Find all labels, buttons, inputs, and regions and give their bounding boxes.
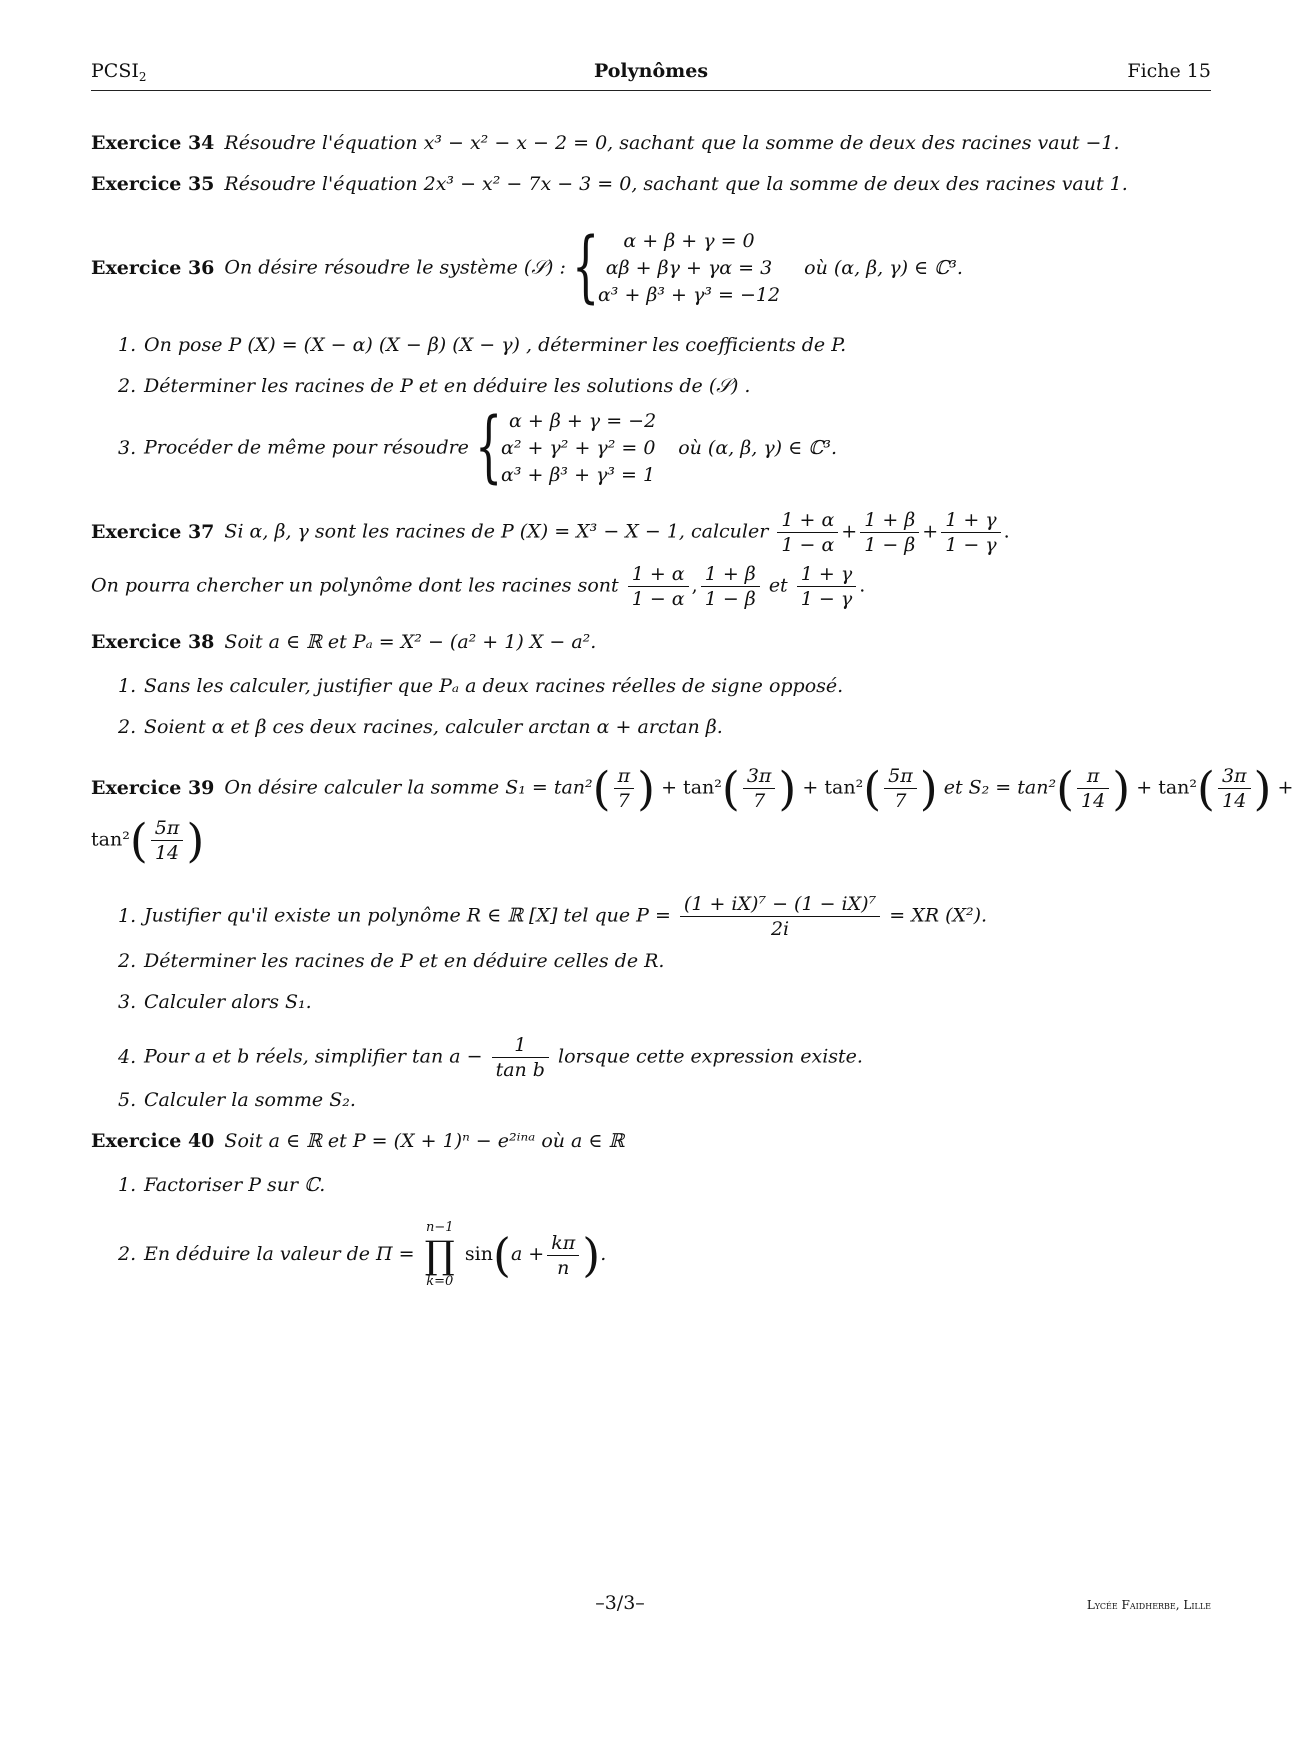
fraction: $\frac{1 + \beta}{1 - \beta}$ [701,562,760,611]
exercise-label: Exercice 37 [91,520,215,543]
fraction: $\frac{1 + \gamma}{1 - \gamma}$ [941,508,1000,557]
brace: { [571,222,600,312]
exercise-intro: On désire résoudre le système (𝒮) : [224,256,566,279]
header-title: Polynômes [593,60,709,82]
exercise-label: Exercice 39 [91,776,215,799]
exercise-35 [91,169,1216,199]
exercise-text: Résoudre l'équation 2x³ − x² − 7x − 3 = 0, sachant que la somme de deux des racines vaut 1. [224,173,1128,195]
exercise-label: Exercice 40 [91,1130,215,1152]
product-symbol: n−1 ∏ k=0 [424,1220,455,1289]
ex36-question-1: 1. On pose P (X) = (X − α) (X − β) (X − γ) , déterminer les coefficients de P. [118,334,847,356]
exercise-label: Exercice 36 [91,256,215,279]
ex36-question-3: 3. Procéder de même pour résoudre { α + β + γ = −2 α² + γ² + γ² = 0 α³ + β³ + γ³ = 1 où (α, β, γ) ∈ ℂ³. [118,402,838,492]
ex40-question-2: 2. En déduire la valeur de Π = n−1 ∏ k=0 sin(a + $\frac{k\pi}{n}$ ). [118,1220,607,1289]
system-row: α + β + γ = −2 [508,410,657,432]
system-row: α + β + γ = 0 [623,230,755,252]
exercise-34 [91,128,1216,158]
ex38-question-1: 1. Sans les calculer, justifier que Pₐ a deux racines réelles de signe opposé. [118,675,844,697]
ex36-question-2: 2. Déterminer les racines de P et en déduire les solutions de (𝒮) . [118,375,751,397]
page-header [91,60,1211,91]
ex39-question-4: 4. Pour a et b réels, simplifier tan a − $\frac{1}{\text{tan b}}$ lorsque cette expression existe. [118,1034,863,1081]
ex39-question-1: 1. Justifier qu'il existe un polynôme R ∈ ℝ [X] tel que P = $\frac{\text{(1 + iX)⁷ − (1 − iX)⁷}}{2i}$ = XR (X²). [118,893,988,940]
system-row: α² + γ² + γ² = 0 [500,437,656,459]
system-domain: où (α, β, γ) ∈ ℂ³. [804,256,963,279]
school-name: Lycée Faidherbe, Lille [1086,1598,1211,1612]
exercise-text: Soit a ∈ ℝ et P = (X + 1)ⁿ − e²ⁱⁿᵃ où a ∈ ℝ [224,1130,625,1152]
fraction: $\frac{\text{(1 + iX)⁷ − (1 − iX)⁷}}{2i}$ [680,892,880,941]
system-row: α³ + β³ + γ³ = −12 [597,284,781,306]
exercise-text: Résoudre l'équation x³ − x² − x − 2 = 0, sachant que la somme de deux des racines vaut −1. [224,132,1120,154]
header-class: $PCSI_2$ [91,60,147,84]
system-row: αβ + βγ + γα = 3 [605,257,773,279]
ex40-question-1: 1. Factoriser P sur ℂ. [118,1174,326,1196]
brace: { [474,402,503,492]
system-row: α³ + β³ + γ³ = 1 [500,464,656,486]
exercise-37-hint: On pourra chercher un polynôme dont les racines sont $\frac{1 + \alpha}{1 - \alpha}$ , $\frac{1 + \beta}{1 - \beta}$ et $\frac{1 + \gamma}{1 - \gamma}$ . [91,563,866,610]
page-number: –3/3– [595,1592,645,1614]
exercise-label: Exercice 35 [91,173,215,195]
exercise-38 [91,627,1216,657]
exercise-39-cont: tan²( $\frac{5\pi}{14}$ ) [91,813,205,868]
ex39-question-5: 5. Calculer la somme S₂. [118,1089,356,1111]
exercise-36 [91,222,1216,312]
exercise-39: Exercice 39 On désire calculer la somme S₁ = tan²( $\frac{\pi}{7}$ ) + tan²( $\frac{3\pi}{7}$ ) + tan²( $\frac{5\pi}{7}$ ) et S₂ = tan²( $\frac{\pi}{14}$ ) + tan²( $\frac{3\pi}{14}$ ) + [91,761,1293,816]
ex39-question-3: 3. Calculer alors S₁. [118,991,312,1013]
fraction: $\frac{1 + \alpha}{1 - \alpha}$ [628,562,689,611]
fraction: $\frac{1 + \alpha}{1 - \alpha}$ [777,508,838,557]
fraction: $\frac{1}{\text{tan b}}$ [492,1033,549,1082]
exercise-text: Soit a ∈ ℝ et Pₐ = X² − (a² + 1) X − a². [224,631,597,653]
exercise-intro: Si α, β, γ sont les racines de P (X) = X³ − X − 1, calculer [224,520,769,543]
exercise-label: Exercice 34 [91,132,215,154]
fraction: $\frac{1 + \gamma}{1 - \gamma}$ [797,562,856,611]
system-domain: où (α, β, γ) ∈ ℂ³. [678,436,838,459]
exercise-37: Exercice 37 Si α, β, γ sont les racines de P (X) = X³ − X − 1, calculer $\frac{1 + \alpha}{1 - \alpha}$ + $\frac{1 + \beta}{1 - \beta}$ + $\frac{1 + \gamma}{1 - \gamma}$ . [91,509,1010,556]
ex39-question-2: 2. Déterminer les racines de P et en déduire celles de R. [118,950,665,972]
header-sheet: Fiche 15 [1127,60,1211,82]
system-S [571,222,781,312]
exercise-label: Exercice 38 [91,631,215,653]
ex38-question-2: 2. Soient α et β ces deux racines, calculer arctan α + arctan β. [118,716,723,738]
fraction: $\frac{1 + \beta}{1 - \beta}$ [860,508,919,557]
system-2 [474,402,657,492]
exercise-40 [91,1126,1216,1156]
